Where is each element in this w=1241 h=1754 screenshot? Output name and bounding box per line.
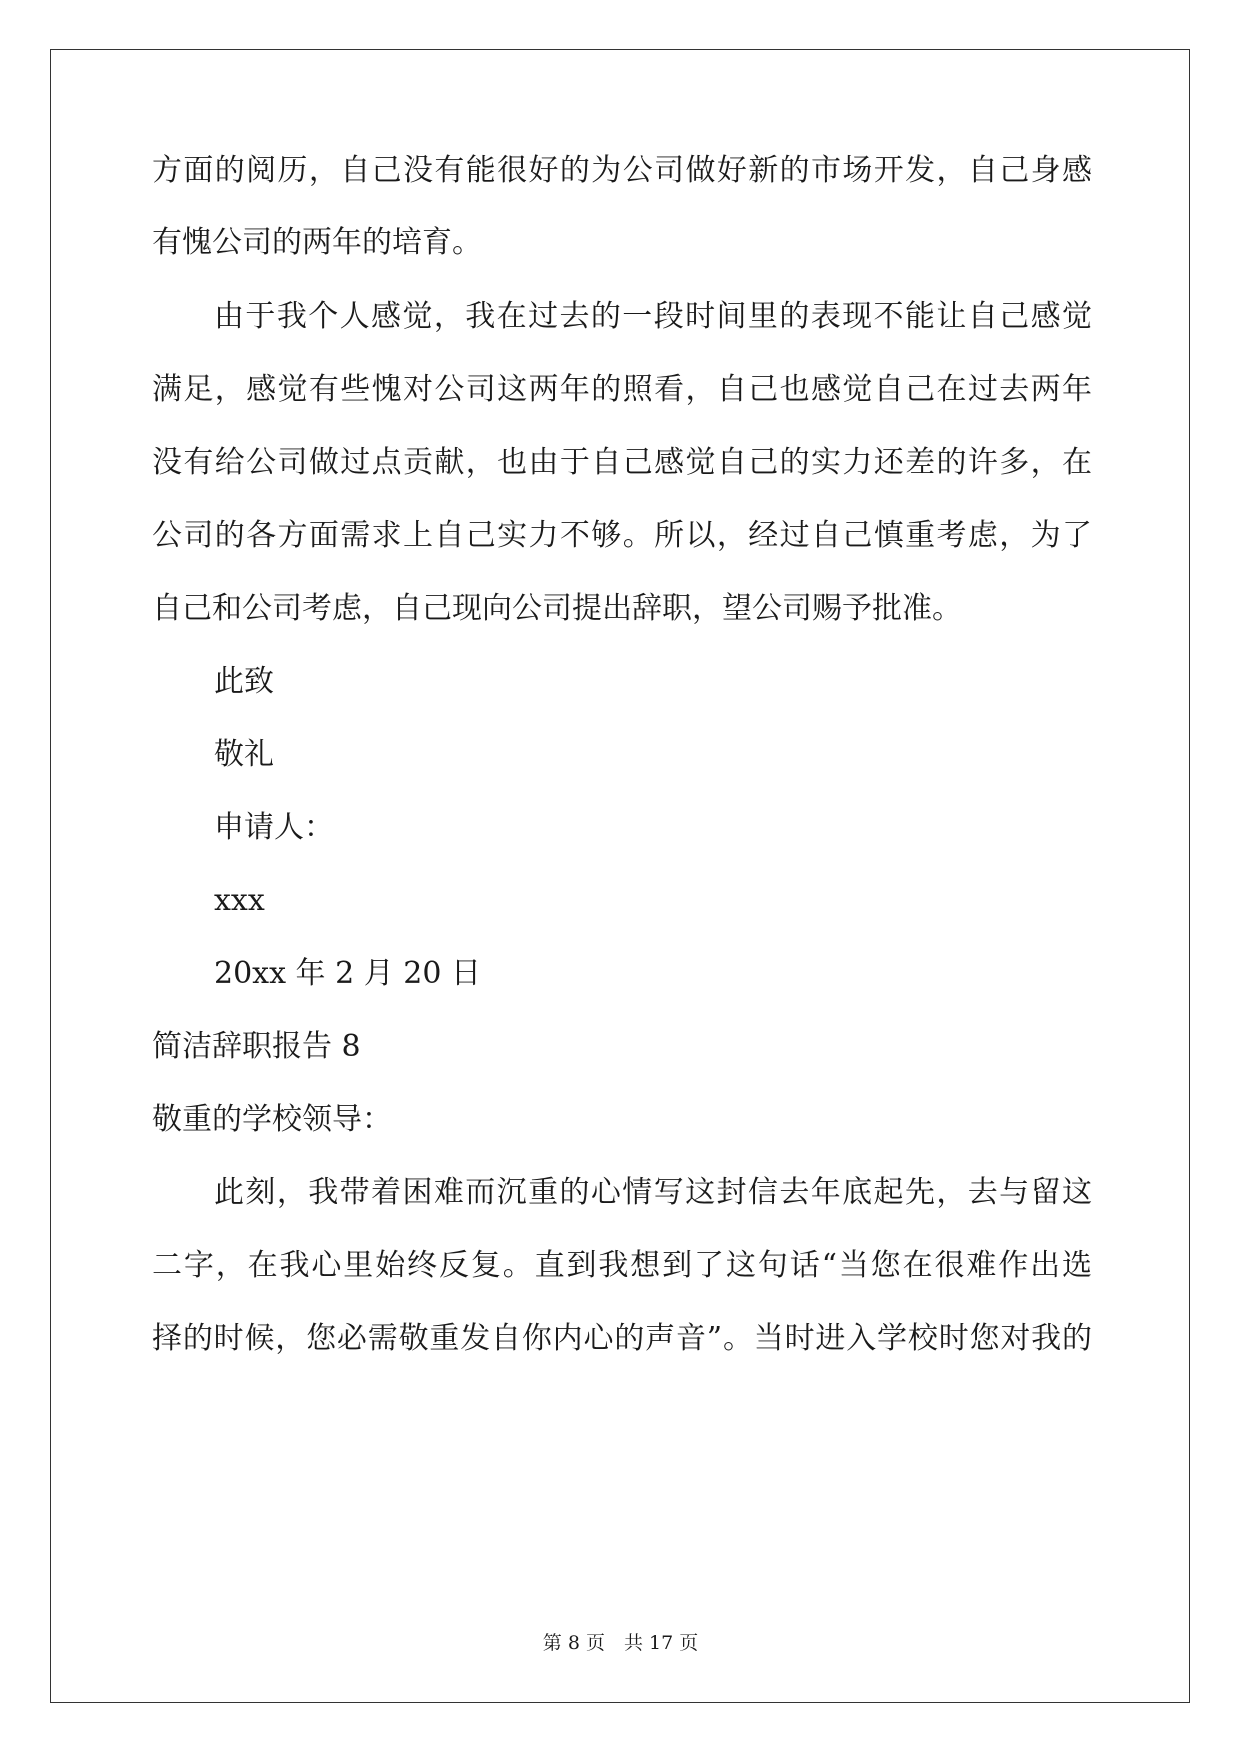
- paragraph-line: 没有给公司做过点贡献，也由于自己感觉自己的实力还差的许多，在: [152, 445, 1092, 480]
- paragraph-line: 二字，在我心里始终反复。直到我想到了这句话“当您在很难作出选: [152, 1248, 1092, 1283]
- paragraph-line: 自己和公司考虑，自己现向公司提出辞职，望公司赐予批准。: [152, 591, 962, 626]
- letter-date: 20xx 年 2 月 20 日: [214, 956, 481, 991]
- page-number-footer: 第 8 页 共 17 页: [542, 1632, 699, 1654]
- closing-respect: 敬礼: [214, 737, 274, 772]
- paragraph-line: 由于我个人感觉，我在过去的一段时间里的表现不能让自己感觉: [214, 299, 1092, 334]
- applicant-name: xxx: [214, 883, 265, 918]
- paragraph-line: 择的时候，您必需敬重发自你内心的声音”。当时进入学校时您对我的: [152, 1321, 1092, 1356]
- paragraph-line: 此刻，我带着困难而沉重的心情写这封信去年底起先，去与留这: [214, 1175, 1092, 1210]
- paragraph-line: 公司的各方面需求上自己实力不够。所以，经过自己慎重考虑，为了: [152, 518, 1092, 553]
- closing-salutation: 此致: [214, 664, 274, 699]
- section-title: 简洁辞职报告 8: [152, 1029, 361, 1064]
- paragraph-line: 满足，感觉有些愧对公司这两年的照看，自己也感觉自己在过去两年: [152, 372, 1092, 407]
- greeting: 敬重的学校领导：: [152, 1102, 392, 1137]
- paragraph-line: 有愧公司的两年的培育。: [152, 225, 482, 260]
- paragraph-line: 方面的阅历，自己没有能很好的为公司做好新的市场开发，自己身感: [152, 153, 1092, 188]
- applicant-label: 申请人：: [214, 810, 334, 845]
